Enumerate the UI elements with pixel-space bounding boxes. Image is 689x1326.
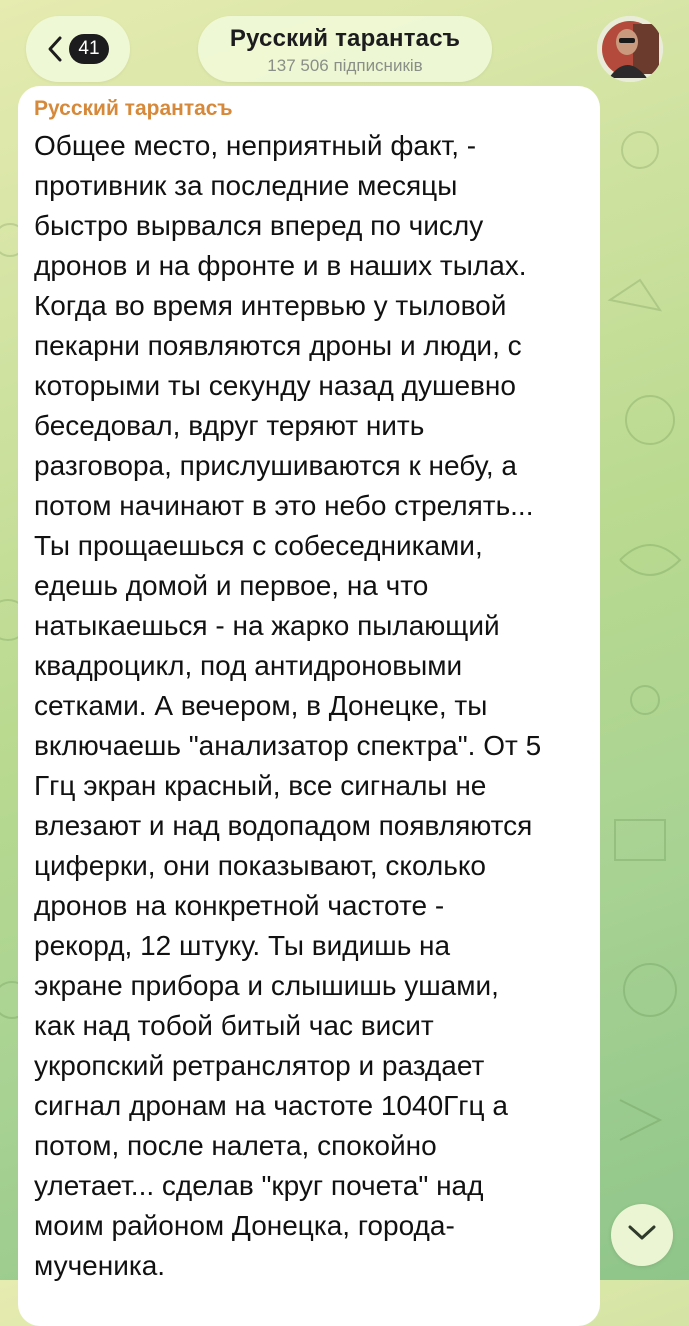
chevron-left-icon [47,35,63,63]
channel-avatar[interactable] [597,16,663,82]
scroll-to-bottom-button[interactable] [611,1204,673,1266]
unread-count-badge: 41 [69,34,109,64]
channel-title: Русский тарантасъ [229,25,461,52]
back-button[interactable] [26,16,130,82]
chevron-down-icon [627,1224,657,1247]
subscriber-count: 137 506 підписників [267,56,423,75]
message-bubble [18,86,600,1326]
message-text: Общее место, неприятный факт, - противник за последние месяцы быстро вырвался вперед по числу дронов и на фронте и в наших тылах. Когда во время интервью у тыловой пекарни появляются дроны и люди, с которыми ты секунду назад душевно беседовал, вдруг теряют нить разговора, прислушиваются к небу, а потом начинают в это небо стрелять... Ты прощаешься с собеседниками, едешь домой и первое, на что натыкаешься - на жарко пылающий квадроцикл, под антидроновыми сетками. А вечером, в Донецке, ты включаешь "анализатор спектра". От 5 Ггц экран красный, все сигналы не влезают и над водопадом появляются циферки, они показывают, сколько дронов на конкретной частоте - рекорд, 12 штуку. Ты видишь на экране прибора и слышишь ушами, как над тобой битый час висит укропский ретранслятор и раздает сигнал дронам на частоте 1040Ггц а потом, после налета, спокойно улетает... сделав "круг почета" над моим районом Донецка, города- мученика. [34,130,542,1281]
channel-info[interactable] [198,16,492,82]
message-sender[interactable]: Русский тарантасъ [34,97,233,120]
chat-header [0,0,689,90]
